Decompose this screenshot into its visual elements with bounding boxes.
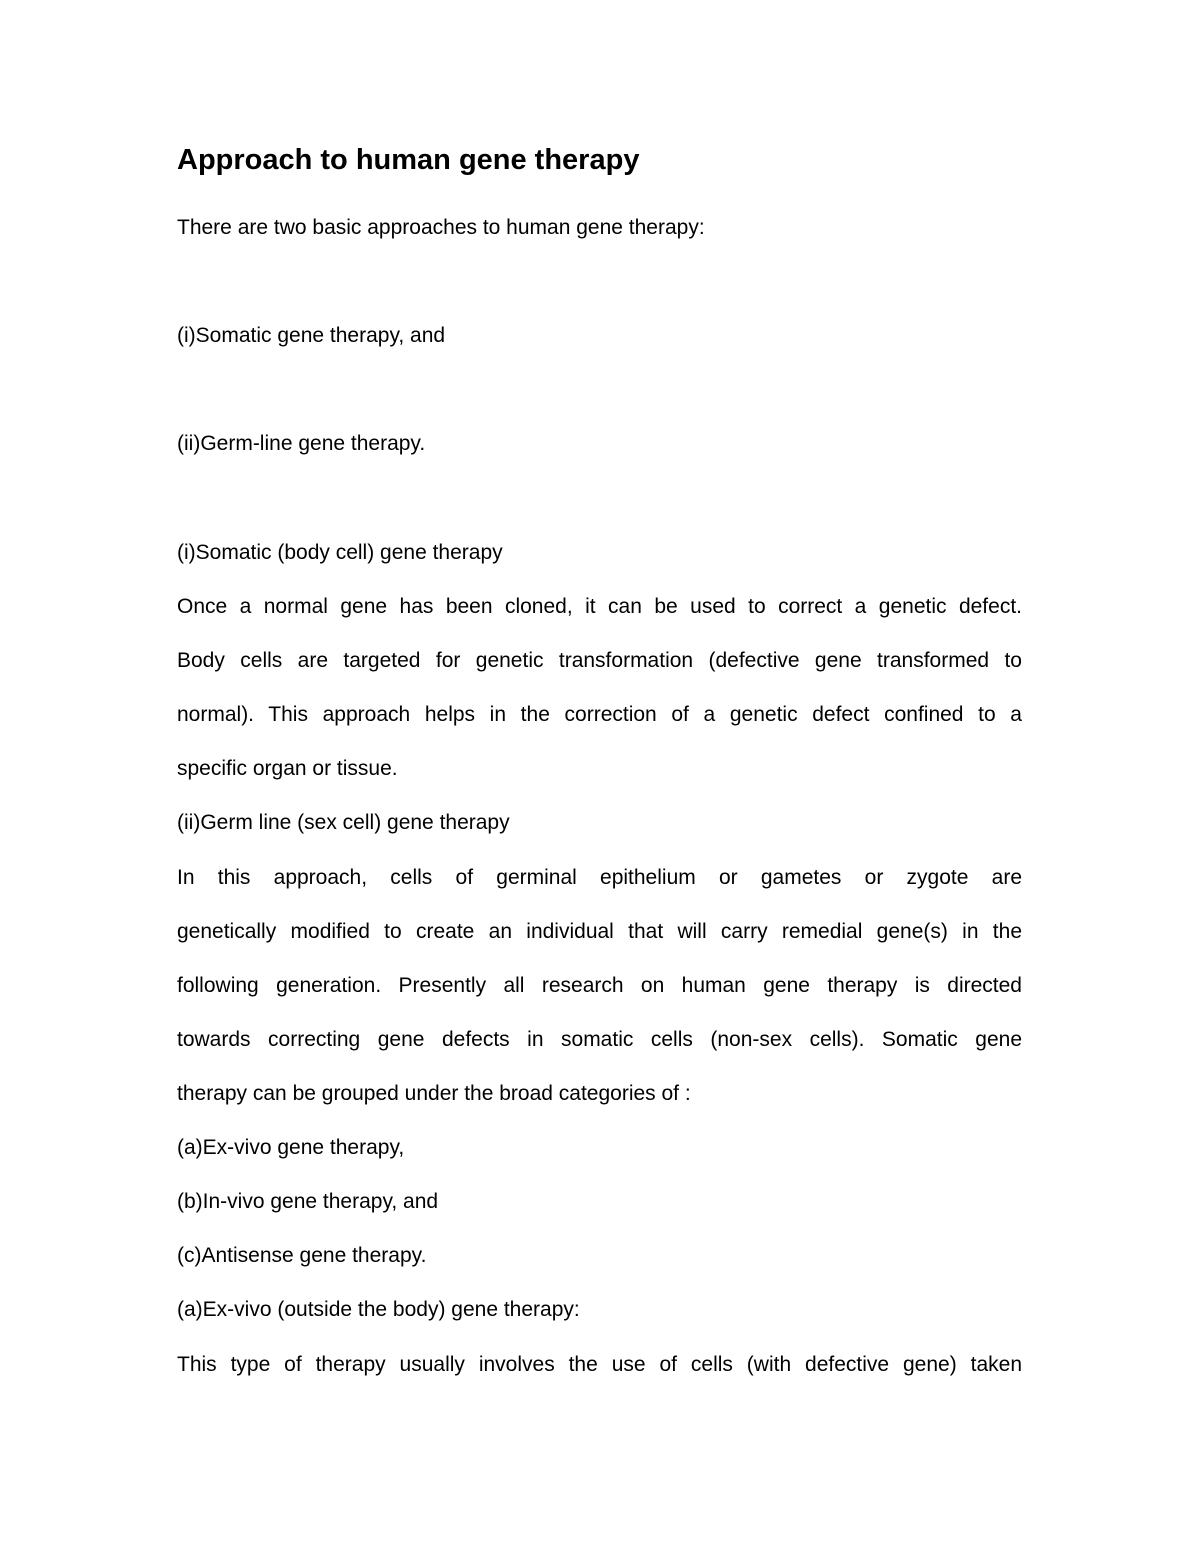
list-item-antisense: (c)Antisense gene therapy. xyxy=(177,1244,427,1267)
paragraph-line: Body cells are targeted for genetic transformation (defective gene transformed to xyxy=(177,649,1022,672)
paragraph-line: Once a normal gene has been cloned, it can be used to correct a genetic defect. xyxy=(177,595,1022,618)
paragraph-line: specific organ or tissue. xyxy=(177,757,398,780)
list-item-ex-vivo: (a)Ex-vivo gene therapy, xyxy=(177,1136,405,1159)
section-heading-somatic: (i)Somatic (body cell) gene therapy xyxy=(177,541,503,564)
list-item-in-vivo: (b)In-vivo gene therapy, and xyxy=(177,1190,439,1213)
paragraph-line: This type of therapy usually involves the use of cells (with defective gene) taken xyxy=(177,1353,1022,1376)
paragraph-line: towards correcting gene defects in somatic cells (non-sex cells). Somatic gene xyxy=(177,1028,1022,1051)
list-item-germline: (ii)Germ-line gene therapy. xyxy=(177,432,426,455)
paragraph-line: In this approach, cells of germinal epithelium or gametes or zygote are xyxy=(177,866,1022,889)
list-item-somatic: (i)Somatic gene therapy, and xyxy=(177,324,446,347)
page-title: Approach to human gene therapy xyxy=(177,144,640,176)
paragraph-line: following generation. Presently all research on human gene therapy is directed xyxy=(177,974,1022,997)
section-heading-germline: (ii)Germ line (sex cell) gene therapy xyxy=(177,811,510,834)
intro-line: There are two basic approaches to human gene therapy: xyxy=(177,216,705,239)
paragraph-line: genetically modified to create an individual that will carry remedial gene(s) in the xyxy=(177,920,1022,943)
section-heading-ex-vivo: (a)Ex-vivo (outside the body) gene therapy: xyxy=(177,1298,580,1321)
paragraph-line: therapy can be grouped under the broad categories of : xyxy=(177,1082,691,1105)
paragraph-line: normal). This approach helps in the correction of a genetic defect confined to a xyxy=(177,703,1022,726)
